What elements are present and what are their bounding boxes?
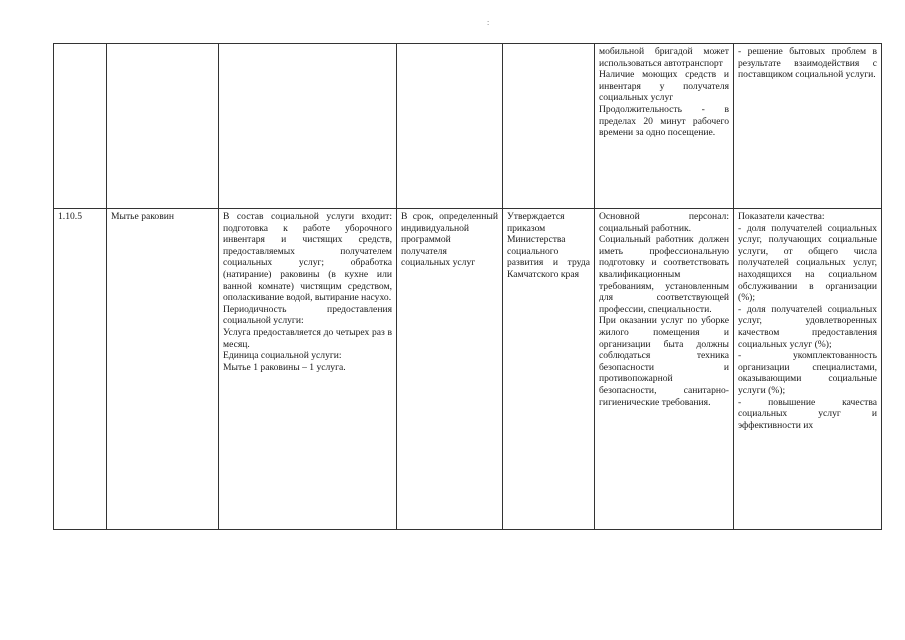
indicator-text: - повышение качества социальных услуг и эффективности их [738,396,877,431]
term-cell [397,209,503,530]
service-row [54,209,882,530]
conditions-cell [595,44,734,209]
indicators-cell [734,209,882,530]
service-number: 1.10.5 [54,209,107,530]
description-text: Мытье 1 раковины – 1 услуга. [223,361,346,373]
condition-text: мобильной бригадой может использоваться автотранспорт [599,46,729,69]
description-text: Периодичность предоставления социальной услуги: [223,303,392,327]
condition-text: Наличие моющих средств и инвентаря у получателя социальных услуг [599,69,729,104]
indicators-cell [734,44,882,209]
conditions-cell [595,209,734,530]
indicator-text: - укомплектованность организации специалистами, оказывающими социальные услуги (%); [738,350,877,396]
term-cell-empty [397,44,503,209]
condition-text: При оказании услуг по уборке жилого помещения и организации быта должны соблюдаться техника безопасности и противопожарной безопасности, санитарно-гигиенические требования. [599,315,729,408]
description-text: Единица социальной услуги: [223,350,342,362]
description-text: Услуга предоставляется до четырех раз в месяц. [223,326,392,350]
service-name: Мытье раковин [107,209,219,530]
description-cell [219,209,397,530]
tariff-text: Утверждается приказом Министерства социального развития и труда Камчатского края [507,211,590,280]
condition-text: Основной персонал: социальный работник. [599,211,729,234]
term-text: В срок, определенный индивидуальной программой получателя социальных услуг [401,211,498,269]
tariff-cell-empty [503,44,595,209]
description-cell-empty [219,44,397,209]
page-mark: : [487,18,490,27]
indicator-text: - доля получателей социальных услуг, получающих социальные услуги, от общего числа получателей социальных услуг, находящихся на социальном обслуживании в организации (%); [738,222,877,304]
name-cell-empty [107,44,219,209]
continuation-row [54,44,882,209]
indicator-text: Показатели качества: [738,211,825,222]
condition-text: Социальный работник должен иметь профессиональную подготовку и соответствовать квалификационным требованиям, установленным для соответствующей профессии, специальности. [599,234,729,315]
indicator-text: - решение бытовых проблем в результате взаимодействия с поставщиком социальной услуги. [738,46,877,81]
description-text: В состав социальной услуги входит: подготовка к работе уборочного инвентаря и чистящих средств, предоставляемых получателем социальных услуг; обработка (натирание) раковины (в кухне или ванной комнате) чистящим средством, ополаскивание водой, вытирание насухо. [223,211,392,304]
number-cell-empty [54,44,107,209]
condition-text: Продолжительность - в пределах 20 минут рабочего времени за одно посещение. [599,103,729,139]
services-table [53,43,882,530]
tariff-cell [503,209,595,530]
indicator-text: - доля получателей социальных услуг, удовлетворенных качеством предоставления социальных услуг (%); [738,303,877,350]
